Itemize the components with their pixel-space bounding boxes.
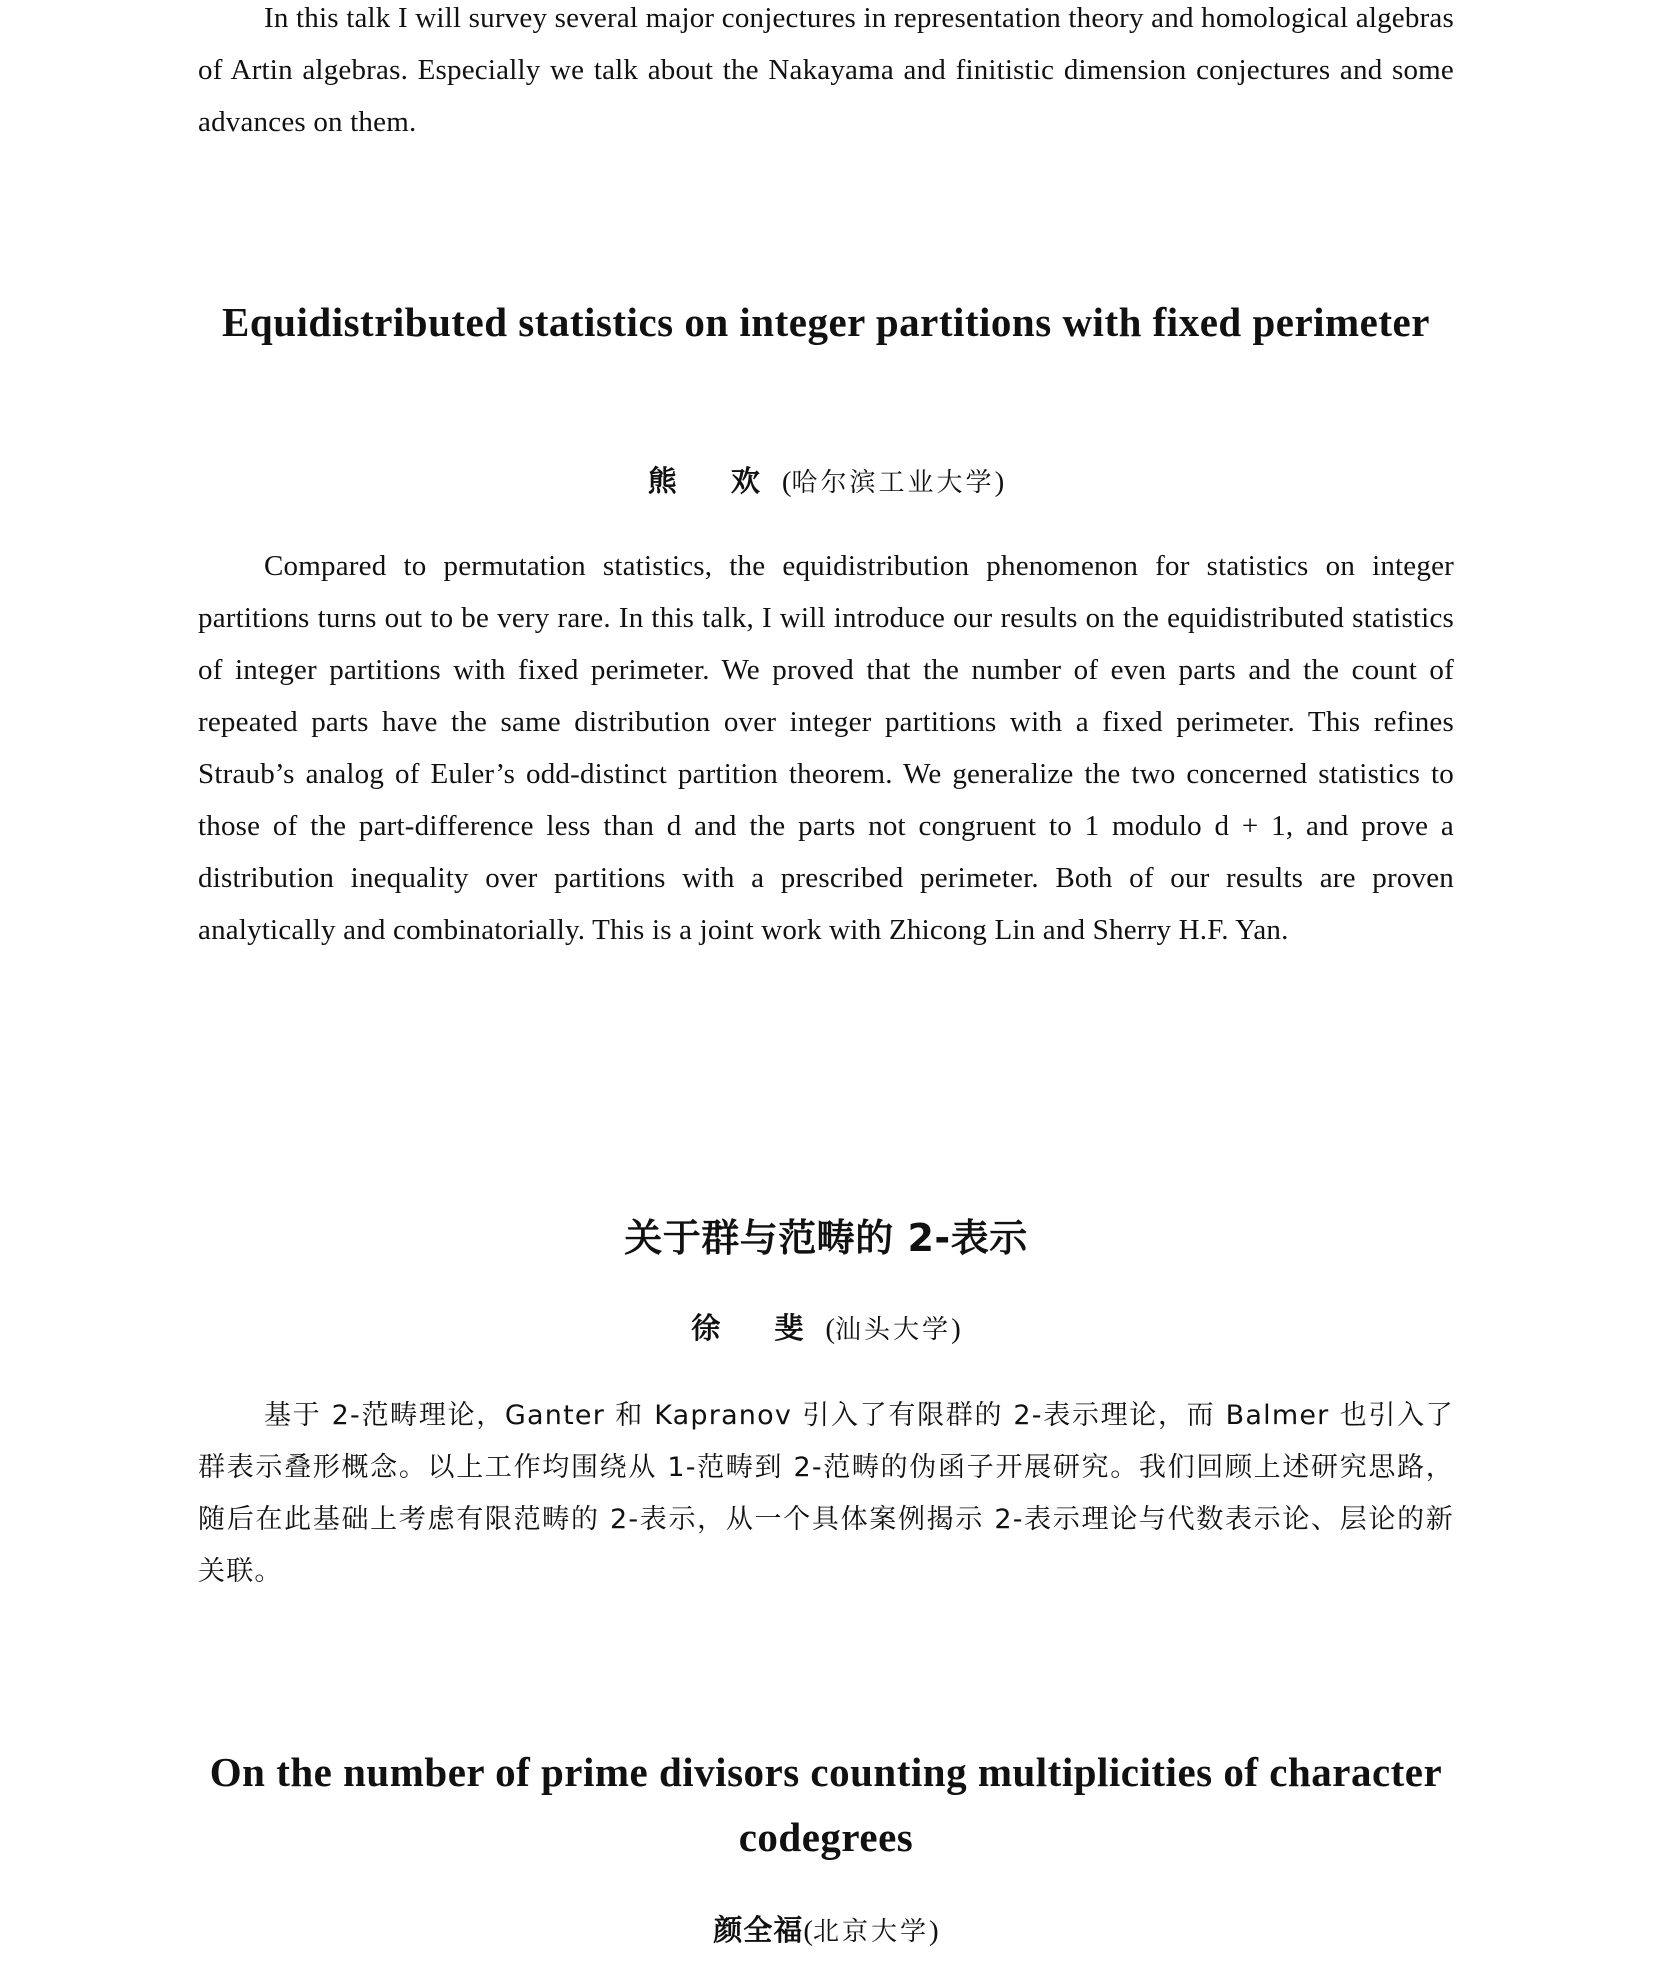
talk-title-prime-divisors-codegrees: On the number of prime divisors counting multiplicities of character codegrees [209, 1749, 1443, 1860]
author-affiliation: 北京大学 [813, 1917, 930, 1947]
abstract-paragraph-artin-algebras: In this talk I will survey several major conjectures in representation theory and homological algebras of Artin algebras. Especially we talk about the Nakayama and finitistic dimension conjectures and some advances on them. [198, 2, 1454, 138]
author-name: 熊 欢 [647, 464, 782, 498]
talk-title-equidistributed-statistics: Equidistributed statistics on integer partitions with fixed perimeter [222, 299, 1430, 345]
open-paren: ( [781, 466, 792, 498]
author-affiliation: 哈尔滨工业大学 [791, 468, 995, 498]
talk-title-2-representations: 关于群与范畴的 2-表示 [624, 1216, 1028, 1260]
author-affiliation: 汕头大学 [835, 1315, 952, 1345]
abstract-paragraph-2-representations: 基于 2-范畴理论，Ganter 和 Kapranov 引入了有限群的 2-表示理论，而 Balmer 也引入了群表示叠形概念。以上工作均围绕从 1-范畴到 2-范畴的伪函子开展研究。我们回顾上述研究思路，随后在此基础上考虑有限范畴的 2-表示，从一个具体案例揭示 2-表示理论与代数表示论、层论的新关联。 [198, 1400, 1454, 1587]
close-paren: ) [994, 466, 1005, 498]
author-line-xiong [198, 461, 1454, 503]
author-name: 颜全福 [713, 1913, 804, 1947]
open-paren: ( [825, 1313, 836, 1345]
author-line-yan [198, 1910, 1454, 1952]
author-line-xu [198, 1308, 1454, 1350]
open-paren: ( [803, 1915, 813, 1947]
abstract-paragraph-integer-partitions: Compared to permutation statistics, the equidistribution phenomenon for statistics on integer partitions turns out to be very rare. In this talk, I will introduce our results on the equidistributed statistics of integer partitions with fixed perimeter. We proved that the number of even parts and the count of repeated parts have the same distribution over integer partitions with a fixed perimeter. This refines Straub’s analog of Euler’s odd-distinct partition theorem. We generalize the two concerned statistics to those of the part-difference less than d and the parts not congruent to 1 modulo d + 1, and prove a distribution inequality over partitions with a prescribed perimeter. Both of our results are proven analytically and combinatorially. This is a joint work with Zhicong Lin and Sherry H.F. Yan. [198, 550, 1454, 946]
close-paren: ) [951, 1313, 961, 1345]
author-name: 徐 斐 [691, 1311, 826, 1345]
close-paren: ) [929, 1915, 939, 1947]
